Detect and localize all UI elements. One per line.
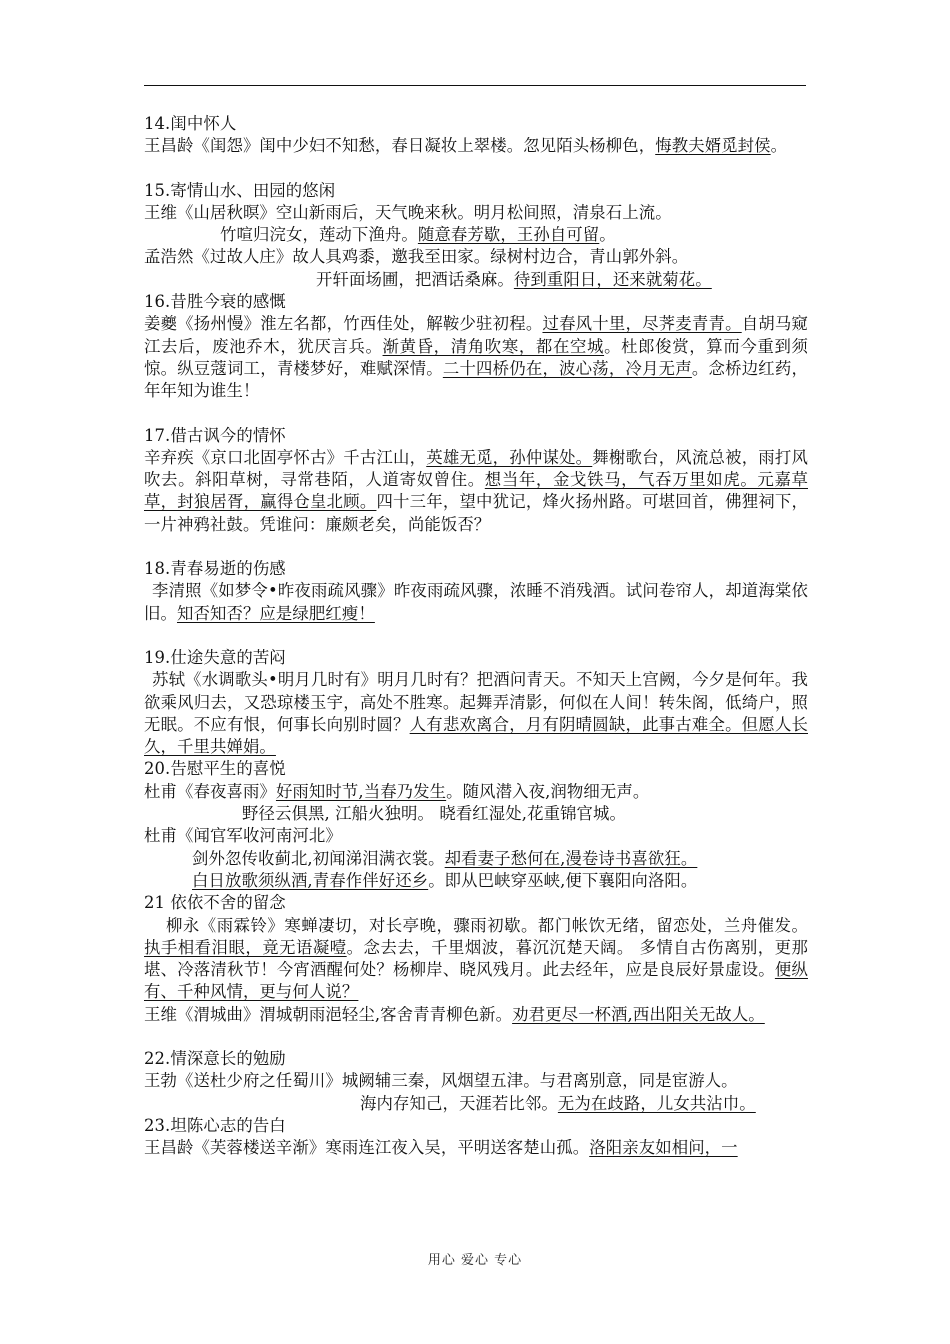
section-heading-19: 19.仕途失意的苦闷 — [144, 647, 286, 667]
poem-text: 王维《山居秋暝》空山新雨后，天气晚来秋。明月松间照，清泉石上流。 — [144, 202, 672, 222]
blank-line — [144, 625, 808, 647]
section-heading-20: 20.告慰平生的喜悦 — [144, 759, 286, 779]
poem-text: 王昌龄《芙蓉楼送辛渐》寒雨连江夜入吴，平明送客楚山孤。洛阳亲友如相问，一 — [144, 1138, 738, 1158]
underlined-quote: 劝君更尽一杯酒,西出阳关无故人。 — [512, 1004, 765, 1024]
poem-text: 白日放歌须纵酒,青春作伴好还乡。即从巴峡穿巫峡,便下襄阳向洛阳。 — [192, 870, 698, 890]
poem-text: 竹喧归浣女，莲动下渔舟。随意春芳歇，王孙自可留。 — [220, 225, 616, 245]
section-heading-23: 23.坦陈心志的告白 — [144, 1115, 286, 1135]
underlined-quote: 白日放歌须纵酒,青春作伴好还乡 — [192, 870, 429, 890]
poem-text: 姜夔《扬州慢》淮左名都，竹西佳处，解鞍少驻初程。过春风十里，尽荠麦青青。自胡马窥江去后，废池乔木，犹厌言兵。渐黄昏，清角吹寒，都在空城。杜郎俊赏，算而今重到须惊。纵豆蔻词工，青楼梦好，难赋深情。二十四桥仍在，波心荡，冷月无声。念桥边红药，年年知为谁生！ — [144, 314, 809, 401]
poem-text: 王维《渭城曲》渭城朝雨浥轻尘,客舍青青柳色新。劝君更尽一杯酒,西出阳关无故人。 — [144, 1004, 765, 1024]
section-heading-15: 15.寄情山水、田园的悠闲 — [144, 180, 336, 200]
underlined-quote: 过春风十里，尽荠麦青青。 — [542, 314, 742, 334]
underlined-quote: 二十四桥仍在，波心荡，冷月无声 — [442, 358, 692, 378]
section-heading-16: 16.昔胜今衰的感慨 — [144, 292, 286, 312]
poem-text: 海内存知己，天涯若比邻。无为在歧路，儿女共沾巾。 — [360, 1093, 756, 1113]
blank-line — [144, 403, 808, 425]
section-heading-18: 18.青春易逝的伤感 — [144, 559, 286, 579]
underlined-quote: 洛阳亲友如相问，一 — [589, 1138, 738, 1158]
poem-text: 剑外忽传收蓟北,初闻涕泪满衣裳。却看妻子愁何在,漫卷诗书喜欲狂。 — [192, 848, 698, 868]
poem-text: 柳永《雨霖铃》寒蝉凄切，对长亭晚，骤雨初歇。都门帐饮无绪，留恋处，兰舟催发。执手相看泪眼，竟无语凝噎。念去去，千里烟波，暮沉沉楚天阔。 多情自古伤离别，更那堪、冷落清秋节！今宵酒醒何处？杨柳岸、晓风残月。此去经年，应是良辰好景虚设。便纵有、千种风情，更与何人说？ — [144, 915, 808, 1002]
section-heading-14: 14.闺中怀人 — [144, 114, 237, 133]
poem-text: 野径云俱黑, 江船火独明。 晓看红湿处,花重锦官城。 — [242, 804, 627, 824]
poem-text: 杜甫《闻官军收河南河北》 — [144, 826, 342, 846]
underlined-quote: 便纵有、千种风情，更与何人说？ — [144, 960, 808, 1002]
section-heading-22: 22.情深意长的勉励 — [144, 1048, 286, 1068]
page-footer: 用心 爱心 专心 — [427, 1253, 523, 1268]
underlined-quote: 悔教夫婿觅封侯 — [655, 136, 771, 156]
underlined-quote: 待到重阳日，还来就菊花。 — [513, 269, 712, 289]
poem-text: 辛弃疾《京口北固亭怀古》千古江山，英雄无觅，孙仲谋处。舞榭歌台，风流总被，雨打风吹去。斜阳草树，寻常巷陌，人道寄奴曾住。想当年，金戈铁马，气吞万里如虎。元嘉草草，封狼居胥，赢得仓皇北顾。四十三年，望中犹记，烽火扬州路。可堪回首，佛狸祠下，一片神鸦社鼓。凭谁问：廉颇老矣，尚能饭否？ — [144, 447, 809, 534]
underlined-quote: 执手相看泪眼，竟无语凝噎 — [144, 937, 347, 957]
underlined-quote: 英雄无觅，孙仲谋处。 — [426, 447, 593, 467]
underlined-quote: 知否知否？应是绿肥红瘦！ — [176, 603, 375, 623]
poem-text: 杜甫《春夜喜雨》好雨知时节,当春乃发生。随风潜入夜,润物细无声。 — [144, 781, 650, 801]
document-body — [144, 113, 808, 1159]
underlined-quote: 却看妻子愁何在,漫卷诗书喜欲狂。 — [444, 848, 698, 868]
underlined-quote: 人有悲欢离合，月有阴晴圆缺，此事古难全。但愿人长久，千里共婵娟。 — [144, 714, 808, 757]
underlined-quote: 无为在歧路，儿女共沾巾。 — [557, 1093, 756, 1113]
underlined-quote: 随意春芳歇，王孙自可留 — [417, 225, 600, 245]
poem-text: 苏轼《水调歌头•明月几时有》明月几时有？把酒问青天。不知天上宫阙，今夕是何年。我欲乘风归去，又恐琼楼玉宇，高处不胜寒。起舞弄清影，何似在人间！转朱阁，低绮户，照无眠。不应有恨，何事长向别时圆？人有悲欢离合，月有阴晴圆缺，此事古难全。但愿人长久，千里共婵娟。 — [144, 670, 808, 757]
underlined-quote: 想当年，金戈铁马，气吞万里如虎。元嘉草草，封狼居胥，赢得仓皇北顾。 — [144, 470, 808, 512]
poem-text: 开轩面场圃，把酒话桑麻。待到重阳日，还来就菊花。 — [316, 269, 712, 289]
blank-line — [144, 1026, 808, 1048]
poem-text: 王勃《送杜少府之任蜀川》城阙辅三秦，风烟望五津。与君离别意，同是宦游人。 — [144, 1071, 738, 1091]
underlined-quote: 好雨知时节,当春乃发生 — [275, 781, 447, 801]
blank-line — [144, 536, 808, 558]
header-rule — [144, 85, 806, 86]
section-heading-17: 17.借古讽今的情怀 — [144, 425, 286, 445]
section-heading-21: 21 依依不舍的留念 — [144, 893, 286, 913]
poem-text: 孟浩然《过故人庄》故人具鸡黍，邀我至田家。绿树村边合，青山郭外斜。 — [144, 247, 689, 267]
poem-text: 王昌龄《闺怨》闺中少妇不知愁，春日凝妆上翠楼。忽见陌头杨柳色，悔教夫婿觅封侯。 — [144, 136, 788, 156]
blank-line — [144, 158, 808, 180]
poem-text: 李清照《如梦令•昨夜雨疏风骤》昨夜雨疏风骤，浓睡不消残酒。试问卷帘人，却道海棠依旧。知否知否？应是绿肥红瘦！ — [144, 581, 808, 623]
underlined-quote: 渐黄昏，清角吹寒，都在空城 — [382, 336, 605, 356]
